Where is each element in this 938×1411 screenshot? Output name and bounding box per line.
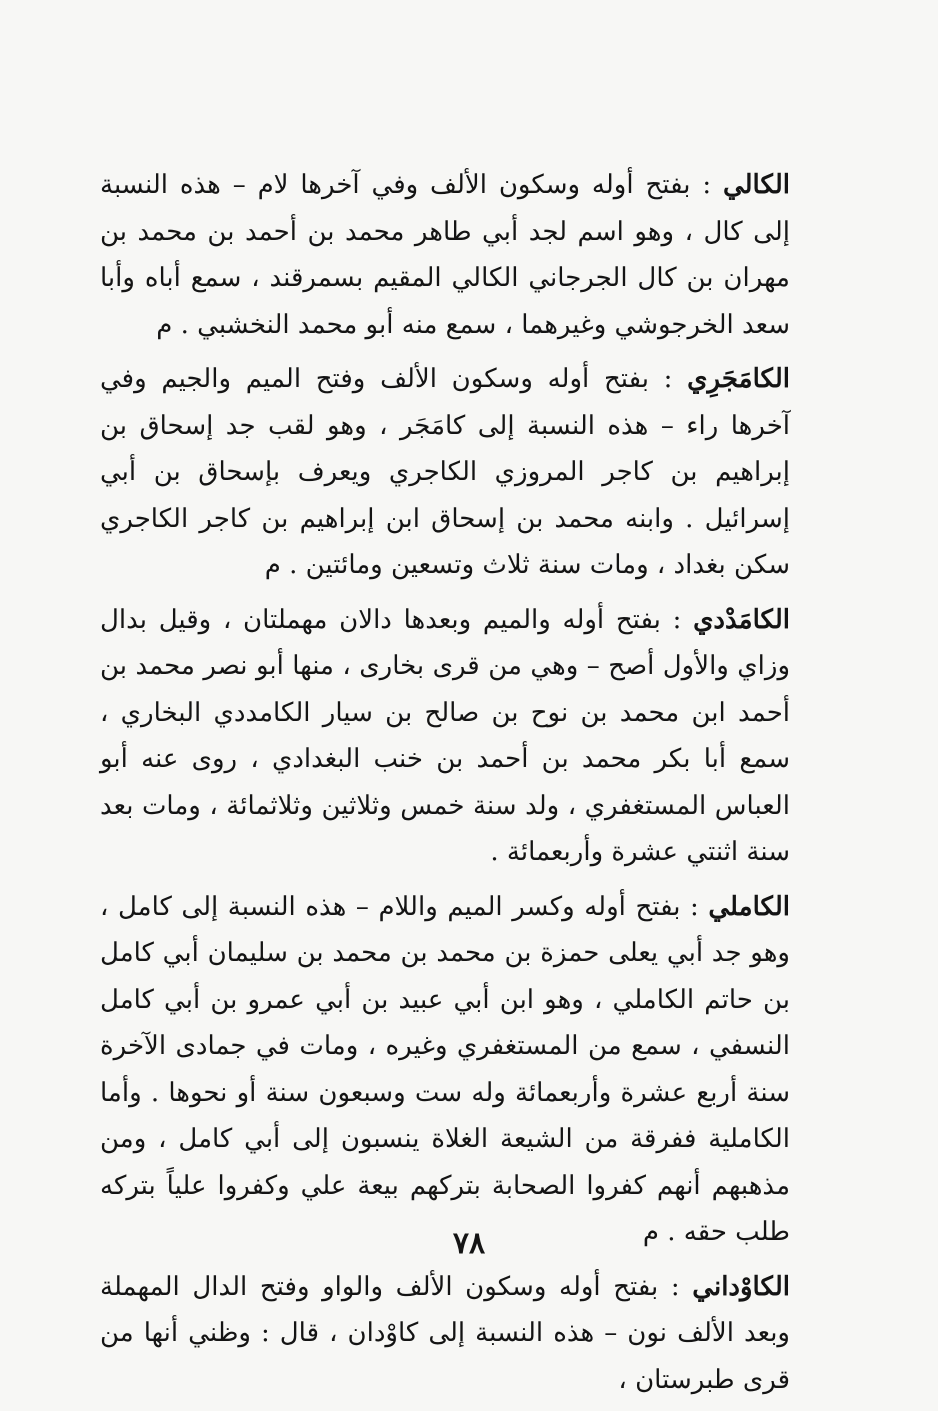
entry-text: : بفتح أوله وسكون الألف والواو وفتح الدال المهملة وبعد الألف نون – هذه النسبة إلى كاوْدان ، قال : وظني أنها من قرى طبرستان ، <box>100 1271 790 1395</box>
entry-text: : بفتح أوله والميم وبعدها دالان مهملتان ، وقيل بدال وزاي والأول أصح – وهي من قرى بخارى ، منها أبو نصر محمد بن أحمد ابن محمد بن نوح بن صالح بن سيار الكامددي البخاري ، سمع أبا بكر محمد بن أحمد بن خنب البغدادي ، روى عنه أبو العباس المستغفري ، ولد سنة خمس وثلاثين وثلاثمائة ، ومات بعد سنة اثنتي عشرة وأربعمائة . <box>100 604 790 867</box>
entry-kamadddi <box>100 597 790 876</box>
entry-kawdani <box>100 1264 790 1404</box>
entry-headword: الكاوْداني <box>692 1271 790 1302</box>
entry-kamili <box>100 884 790 1256</box>
entry-headword: الكاملي <box>708 891 790 922</box>
entry-text: : بفتح أوله وكسر الميم واللام – هذه النسبة إلى كامل ، وهو جد أبي يعلى حمزة بن محمد بن محمد بن سليمان أبي كامل بن حاتم الكاملي ، وهو ابن أبي عبيد بن أبي عمرو بن أبي كامل النسفي ، سمع من المستغفري وغيره ، ومات في جمادى الآخرة سنة أربع عشرة وأربعمائة وله ست وسبعون سنة أو نحوها . وأما الكاملية ففرقة من الشيعة الغلاة ينسبون إلى أبي كامل ، ومن مذهبهم أنهم كفروا الصحابة بتركهم بيعة علي وكفروا علياً بتركه طلب حقه . م <box>100 891 790 1247</box>
entry-text: : بفتح أوله وسكون الألف وفي آخرها لام – هذه النسبة إلى كال ، وهو اسم لجد أبي طاهر محمد بن أحمد بن محمد بن مهران بن كال الجرجاني الكالي المقيم بسمرقند ، سمع أباه وأبا سعد الخرجوشي وغيرهما ، سمع منه أبو محمد النخشبي . م <box>100 170 790 340</box>
page-number: ٧٨ <box>452 1226 486 1261</box>
entry-headword: الكامَدْدي <box>693 604 790 635</box>
entry-headword: الكامَجَرِي <box>687 364 790 394</box>
entry-headword: الكالي <box>722 170 790 200</box>
entry-kali <box>100 162 790 348</box>
page-body <box>100 162 790 1411</box>
entry-text: : بفتح أوله وسكون الألف وفتح الميم والجيم وفي آخرها راء – هذه النسبة إلى كامَجَر ، وهو لقب جد إسحاق بن إبراهيم بن كاجر المروزي الكاجري ويعرف بإسحاق بن أبي إسرائيل . وابنه محمد بن إسحاق ابن إبراهيم بن كاجر الكاجري سكن بغداد ، ومات سنة ثلاث وتسعين ومائتين . م <box>100 364 790 580</box>
entry-kamajari <box>100 356 790 589</box>
